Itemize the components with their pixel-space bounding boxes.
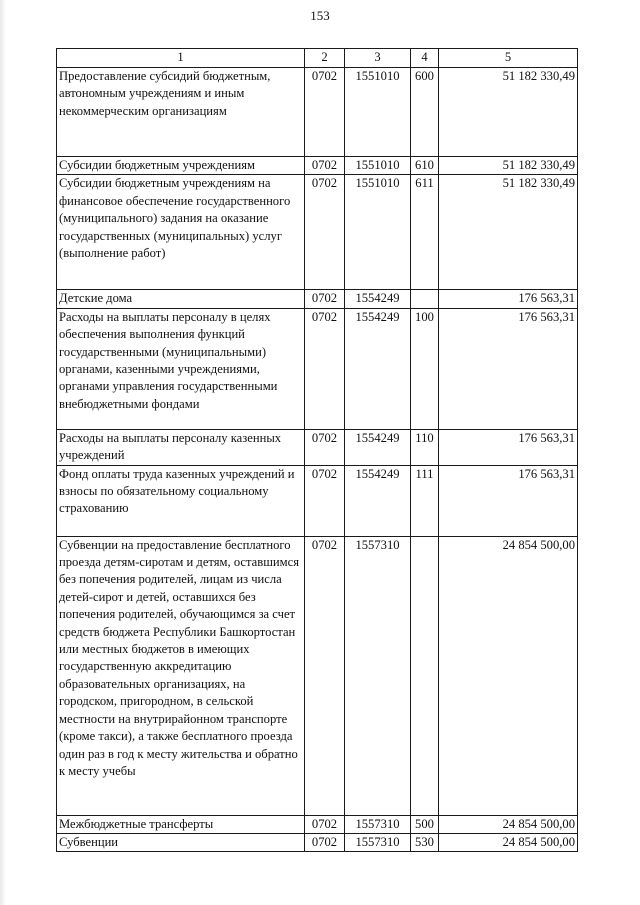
row-name: Субвенции (57, 834, 305, 852)
row-amount: 51 182 330,49 (439, 175, 578, 290)
row-article: 1554249 (345, 465, 411, 536)
row-type: 110 (411, 429, 439, 465)
row-name: Детские дома (57, 290, 305, 308)
table-row (57, 815, 578, 833)
row-amount: 176 563,31 (439, 429, 578, 465)
table-row (57, 308, 578, 429)
table-header-row (57, 49, 578, 68)
row-article: 1557310 (345, 815, 411, 833)
column-header: 5 (439, 49, 578, 68)
row-amount: 24 854 500,00 (439, 536, 578, 815)
row-type (411, 290, 439, 308)
row-section: 0702 (305, 815, 345, 833)
column-header: 1 (57, 49, 305, 68)
column-header: 3 (345, 49, 411, 68)
row-name: Расходы на выплаты персоналу казенных учреждений (57, 429, 305, 465)
row-section: 0702 (305, 465, 345, 536)
budget-table (56, 48, 578, 852)
table-row (57, 157, 578, 175)
row-name: Субсидии бюджетным учреждениям (57, 157, 305, 175)
row-name: Субсидии бюджетным учреждениям на финансовое обеспечение государственного (муниципального) задания на оказание государственных (муниципальных) услуг (выполнение работ) (57, 175, 305, 290)
row-type: 530 (411, 834, 439, 852)
row-article: 1551010 (345, 68, 411, 157)
table-row (57, 68, 578, 157)
row-type: 610 (411, 157, 439, 175)
column-header: 4 (411, 49, 439, 68)
row-type: 500 (411, 815, 439, 833)
row-amount: 51 182 330,49 (439, 68, 578, 157)
row-type: 600 (411, 68, 439, 157)
row-article: 1554249 (345, 290, 411, 308)
row-amount: 176 563,31 (439, 290, 578, 308)
page-number: 153 (310, 8, 330, 23)
row-section: 0702 (305, 536, 345, 815)
row-name: Фонд оплаты труда казенных учреждений и взносы по обязательному социальному страхованию (57, 465, 305, 536)
row-amount: 51 182 330,49 (439, 157, 578, 175)
row-amount: 24 854 500,00 (439, 815, 578, 833)
table-row (57, 429, 578, 465)
row-amount: 176 563,31 (439, 465, 578, 536)
row-section: 0702 (305, 834, 345, 852)
row-type: 611 (411, 175, 439, 290)
row-type: 111 (411, 465, 439, 536)
row-article: 1554249 (345, 308, 411, 429)
row-section: 0702 (305, 290, 345, 308)
row-type (411, 536, 439, 815)
row-section: 0702 (305, 157, 345, 175)
table-row (57, 290, 578, 308)
row-name: Субвенции на предоставление бесплатного проезда детям-сиротам и детям, оставшимся без попечения родителей, лицам из числа детей-сирот и детей, оставшихся без попечения родителей, обучающимся за счет средств бюджета Республики Башкортостан или местных бюджетов в имеющих государственную аккредитацию образовательных организациях, на городском, пригородном, в сельской местности на внутрирайонном транспорте (кроме такси), а также бесплатного проезда один раз в год к месту жительства и обратно к месту учебы (57, 536, 305, 815)
table-row (57, 465, 578, 536)
row-section: 0702 (305, 308, 345, 429)
row-article: 1551010 (345, 175, 411, 290)
row-section: 0702 (305, 175, 345, 290)
row-section: 0702 (305, 429, 345, 465)
row-article: 1551010 (345, 157, 411, 175)
row-article: 1554249 (345, 429, 411, 465)
row-type: 100 (411, 308, 439, 429)
scan-edge-shadow (0, 0, 6, 905)
row-article: 1557310 (345, 834, 411, 852)
table-row (57, 175, 578, 290)
row-article: 1557310 (345, 536, 411, 815)
row-name: Расходы на выплаты персоналу в целях обеспечения выполнения функций государственными (муниципальными) органами, казенными учреждениями, органами управления государственными внебюджетными фондами (57, 308, 305, 429)
row-amount: 24 854 500,00 (439, 834, 578, 852)
row-section: 0702 (305, 68, 345, 157)
column-header: 2 (305, 49, 345, 68)
row-name: Межбюджетные трансферты (57, 815, 305, 833)
row-amount: 176 563,31 (439, 308, 578, 429)
table-row (57, 536, 578, 815)
table-row (57, 834, 578, 852)
row-name: Предоставление субсидий бюджетным, автономным учреждениям и иным некоммерческим организациям (57, 68, 305, 157)
